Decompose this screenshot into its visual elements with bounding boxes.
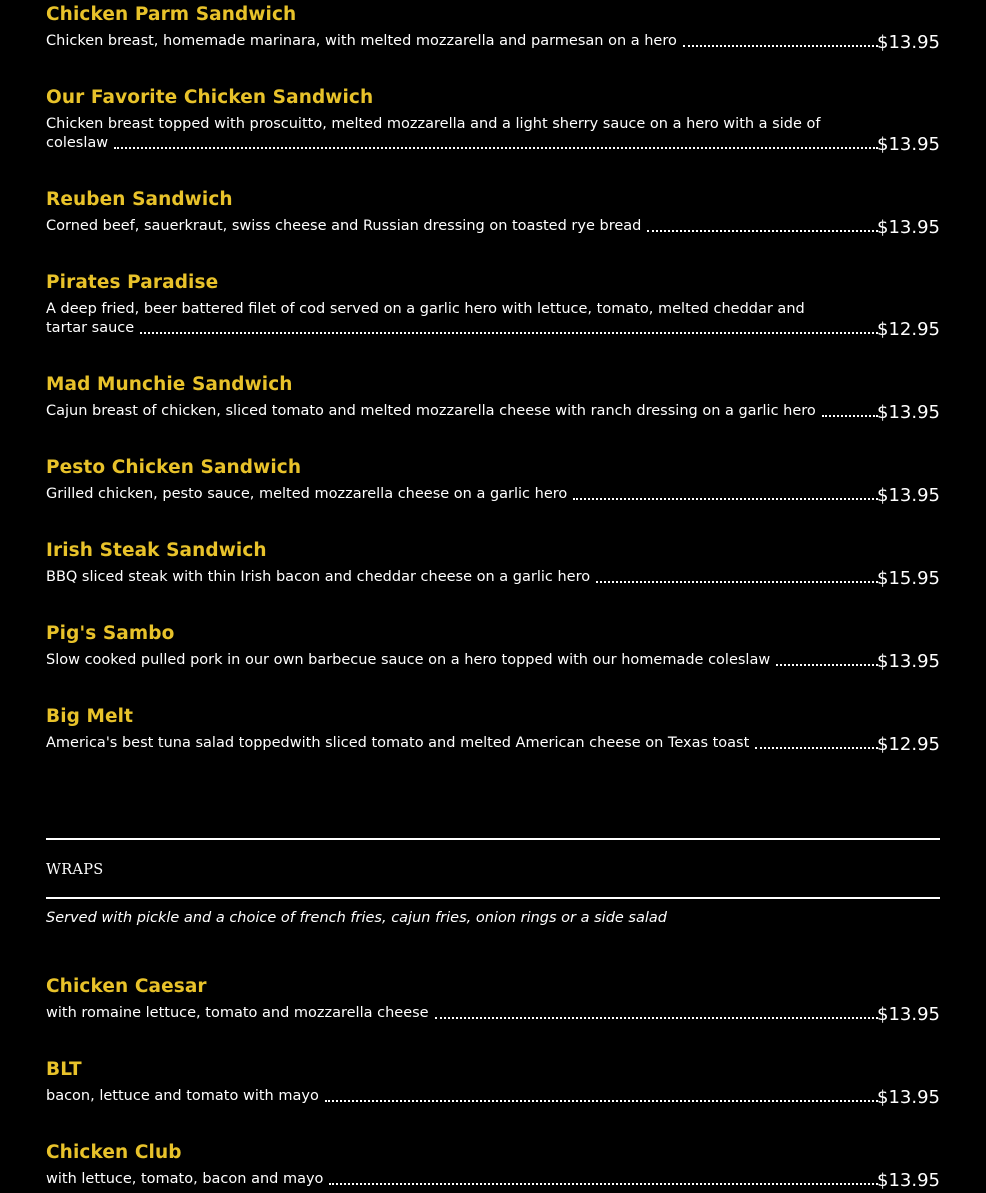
item-price: $13.95 <box>877 1087 940 1108</box>
item-name: Chicken Caesar <box>46 976 207 997</box>
item-price: $13.95 <box>877 134 940 155</box>
menu-item <box>46 703 940 753</box>
item-price: $13.95 <box>877 485 940 506</box>
menu-item <box>46 371 940 421</box>
item-description: with romaine lettuce, tomato and mozzarella cheese <box>46 1005 429 1021</box>
item-description: Corned beef, sauerkraut, swiss cheese and Russian dressing on toasted rye bread <box>46 218 642 234</box>
item-description-cont: tartar sauce <box>46 320 135 336</box>
menu-item <box>46 84 940 153</box>
section-divider-top <box>46 838 940 840</box>
item-name: Pesto Chicken Sandwich <box>46 457 302 478</box>
dot-leader <box>325 1100 878 1102</box>
item-name: Our Favorite Chicken Sandwich <box>46 87 374 108</box>
item-price: $12.95 <box>877 319 940 340</box>
item-description: Chicken breast topped with proscuitto, melted mozzarella and a light sherry sauce on a hero with a side of <box>46 116 821 132</box>
dot-leader <box>329 1183 878 1185</box>
section-note: Served with pickle and a choice of french fries, cajun fries, onion rings or a side salad <box>46 910 667 926</box>
dot-leader <box>573 498 878 500</box>
dot-leader <box>683 45 878 47</box>
item-description: Chicken breast, homemade marinara, with melted mozzarella and parmesan on a hero <box>46 33 677 49</box>
item-description: Slow cooked pulled pork in our own barbecue sauce on a hero topped with our homemade coleslaw <box>46 652 771 668</box>
item-description: BBQ sliced steak with thin Irish bacon and cheddar cheese on a garlic hero <box>46 569 591 585</box>
menu-item <box>46 269 940 338</box>
item-name: Irish Steak Sandwich <box>46 540 267 561</box>
dot-leader <box>647 230 878 232</box>
item-name: Pig's Sambo <box>46 623 175 644</box>
item-description: Cajun breast of chicken, sliced tomato and melted mozzarella cheese with ranch dressing on a garlic hero <box>46 403 816 419</box>
menu-item <box>46 973 940 1023</box>
item-name: BLT <box>46 1059 82 1080</box>
item-description: A deep fried, beer battered filet of cod served on a garlic hero with lettuce, tomato, melted cheddar and <box>46 301 805 317</box>
dot-leader <box>114 147 878 149</box>
item-price: $13.95 <box>877 1170 940 1191</box>
item-name: Chicken Parm Sandwich <box>46 4 297 25</box>
dot-leader <box>140 332 878 334</box>
item-name: Chicken Club <box>46 1142 182 1163</box>
item-price: $13.95 <box>877 32 940 53</box>
menu-item <box>46 1139 940 1189</box>
menu-item <box>46 537 940 587</box>
item-name: Big Melt <box>46 706 134 727</box>
menu-item <box>46 454 940 504</box>
item-price: $13.95 <box>877 402 940 423</box>
item-description: bacon, lettuce and tomato with mayo <box>46 1088 319 1104</box>
dot-leader <box>776 664 878 666</box>
item-price: $15.95 <box>877 568 940 589</box>
dot-leader <box>755 747 878 749</box>
dot-leader <box>596 581 878 583</box>
section-title: WRAPS <box>46 862 104 878</box>
item-name: Pirates Paradise <box>46 272 219 293</box>
menu-item <box>46 1056 940 1106</box>
item-description: Grilled chicken, pesto sauce, melted mozzarella cheese on a garlic hero <box>46 486 568 502</box>
item-price: $13.95 <box>877 651 940 672</box>
section-divider-bottom <box>46 897 940 899</box>
item-description: with lettuce, tomato, bacon and mayo <box>46 1171 324 1187</box>
item-name: Mad Munchie Sandwich <box>46 374 293 395</box>
item-name: Reuben Sandwich <box>46 189 233 210</box>
menu-item <box>46 186 940 236</box>
menu-item <box>46 1 940 51</box>
item-price: $12.95 <box>877 734 940 755</box>
menu-item <box>46 620 940 670</box>
item-price: $13.95 <box>877 217 940 238</box>
item-price: $13.95 <box>877 1004 940 1025</box>
dot-leader <box>822 415 878 417</box>
dot-leader <box>435 1017 878 1019</box>
item-description: America's best tuna salad toppedwith sliced tomato and melted American cheese on Texas toast <box>46 735 750 751</box>
item-description-cont: coleslaw <box>46 135 109 151</box>
